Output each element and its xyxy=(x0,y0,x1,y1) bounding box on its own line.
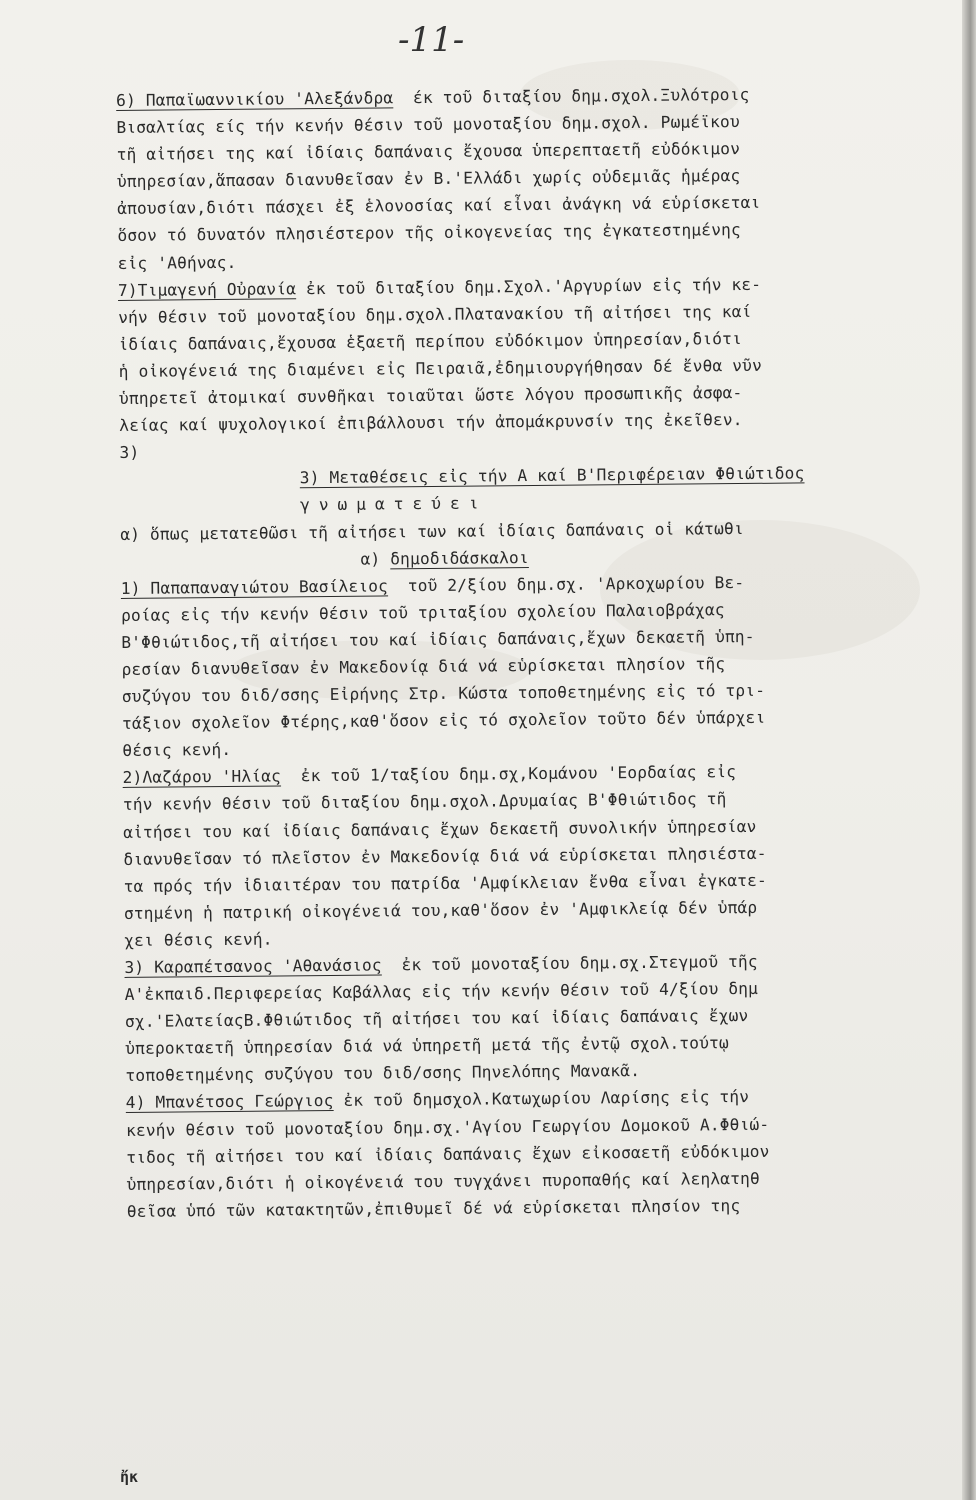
text-run: τοποθετημένης συζύγου του διδ/σσης Πηνελόπης Μανακᾶ. xyxy=(125,1061,641,1086)
text-run: α) ὅπως μετατεθῶσι τῆ αἰτήσει των καί ἰδίαις δαπάναις οἱ κάτωθι xyxy=(120,518,744,544)
page-number: -11- xyxy=(398,20,465,60)
text-run: ὑπηρεσίαν,ἅπασαν διανυθεῖσαν ἐν Β.'Ελλάδι χωρίς οὐδεμιᾶς ἡμέρας xyxy=(116,166,741,192)
margin-mark xyxy=(0,1350,10,1372)
text-run: τῆ αἰτήσει της καί ἰδίαις δαπάναις ἔχουσα ὑπερεπταετῆ εὐδόκιμον xyxy=(116,139,741,165)
text-run: εἰς 'Αθήνας. xyxy=(117,252,237,273)
underlined-heading: 6) Παπαϊωαννικίου 'Αλεξάνδρα xyxy=(116,88,394,110)
text-run: τήν κενήν θέσιν τοῦ διταξίου δημ.σχολ.Δρυμαίας Β'Φθιώτιδος τῆ xyxy=(122,789,727,815)
text-run: ρεσίαν διανυθεῖσαν ἐν Μακεδονίᾳ διά νά εὑρίσκεται πλησίον τῆς xyxy=(121,654,726,679)
text-run: θέσις κενή. xyxy=(122,740,232,761)
text-run: τοῦ 2/ξίου δημ.σχ. 'Αρκοχωρίου Βε- xyxy=(387,572,745,596)
footer-mark: ἤκ xyxy=(120,1468,139,1486)
text-run: διανυθεῖσαν τό πλεῖστον ἐν Μακεδονίᾳ διά νά εὑρίσκεται πλησιέστα- xyxy=(123,843,767,869)
text-run: ἐκ τοῦ 1/ταξίου δημ.σχ,Κομάνου 'Εορδαίας εἰς xyxy=(280,762,737,786)
text-run: σχ.'ΕλατείαςΒ.Φθιώτιδος τῆ αἰτήσει του καί ἰδίαις δαπάναις ἔχων xyxy=(124,1006,749,1032)
page-edge-shadow xyxy=(962,0,976,1500)
text-run: ὑπηρετεῖ ἀτομικαί συνθῆκαι τοιαῦται ὥστε λόγου προσωπικῆς ἀσφα- xyxy=(118,383,743,409)
text-run: ἀπουσίαν,διότι πάσχει ἐξ ἑλονοσίας καί εἶναι ἀνάγκη νά εὑρίσκεται xyxy=(117,193,761,219)
text-run: 3) xyxy=(119,443,140,463)
underlined-heading: 7)Τιμαγενή Οὐρανία xyxy=(117,278,297,300)
text-run: ἐκ τοῦ μονοταξίου δημ.σχ.Στεγμοῦ τῆς xyxy=(381,951,758,975)
underlined-heading: 1) Παπαπαναγιώτου Βασίλειος xyxy=(120,576,389,598)
text-run: α) xyxy=(360,548,391,569)
text-run: χει θέσις κενή. xyxy=(124,929,273,950)
text-run: ἐκ τοῦ διταξίου δημ.Σχολ.'Αργυρίων εἰς τήν κε- xyxy=(295,274,762,298)
underlined-heading: 3) Μεταθέσεις εἰς τήν Α καί Β'Περιφέρειαν Φθιώτιδος xyxy=(299,463,805,488)
text-run: στημένη ἡ πατρική οἰκογένειά του,καθ'ὅσον ἐν 'Αμφικλείᾳ δέν ὑπάρ xyxy=(123,897,758,923)
text-run: τάξιον σχολεῖον Φτέρης,καθ'ὅσον εἰς τό σχολεῖον τοῦτο δέν ὑπάρχει xyxy=(122,707,766,734)
text-run: τα πρός τήν ἰδιαιτέραν του πατρίδα 'Αμφίκλειαν ἔνθα εἶναι ἐγκατε- xyxy=(123,870,767,896)
text-run: νήν θέσιν τοῦ μονοταξίου δημ.σχολ.Πλατανακίου τῆ αἰτήσει της καί xyxy=(118,301,752,327)
text-run: αἰτήσει του καί ἰδίαις δαπάναις ἔχων δεκαετῆ συνολικήν ὑπηρεσίαν xyxy=(123,816,757,842)
text-run: έκ τοῦ διταξίου δημ.σχολ.Ξυλότροις xyxy=(393,84,750,108)
text-run: ροίας εἰς τήν κενήν θέσιν τοῦ τριταξίου σχολείου Παλαιοβράχας xyxy=(120,599,725,625)
text-run: θεῖσα ὑπό τῶν κατακτητῶν,ἐπιθυμεῖ δέ νά εὑρίσκεται πλησίον της xyxy=(126,1195,741,1221)
underlined-heading: 2)Λαζάρου 'Ηλίας xyxy=(122,766,282,788)
text-run: ἐκ τοῦ δημσχολ.Κατωχωρίου Λαρίσης εἰς τήν xyxy=(333,1087,750,1111)
text-run: Βισαλτίας είς τήν κενήν θέσιν τοῦ μονοταξίου δημ.σχολ. Ρωμέϊκου xyxy=(116,112,740,138)
underlined-heading: δημοδιδάσκαλοι xyxy=(390,547,529,568)
text-run: γνωματεύει xyxy=(299,493,488,515)
text-run: λείας καί ψυχολογικοί ἐπιβάλλουσι τήν ἀπομάκρυνσίν της ἐκεῖθεν. xyxy=(119,410,743,436)
text-run: ἡ οἰκογένειά της διαμένει εἰς Πειραιᾶ,ἐδημιουργήθησαν δέ ἔνθα νῦν xyxy=(118,355,763,381)
text-run: κενήν θέσιν τοῦ μονοταξίου δημ.σχ.'Αγίου Γεωργίου Δομοκοῦ Α.Φθιώ- xyxy=(125,1114,770,1140)
text-run: τιδος τῆ αἰτήσει του καί ἰδίαις δαπάναις ἔχων εἰκοσαετῆ εὐδόκιμον xyxy=(126,1141,770,1167)
underlined-heading: 4) Μπανέτσος Γεώργιος xyxy=(125,1091,334,1113)
text-run: ὑπηρεσίαν,διότι ἡ οἰκογένειά του τυγχάνει πυροπαθής καί λεηλατηθ xyxy=(126,1168,760,1194)
text-run: συζύγου του διδ/σσης Εἰρήνης Στρ. Κώστα τοποθετημένης εἰς τό τρι- xyxy=(121,680,766,707)
text-run: ὅσον τό δυνατόν πλησιέστερον τῆς οἰκογενείας της ἐγκατεστημένης xyxy=(117,220,741,246)
text-run: Α'ἐκπαιδ.Περιφερείας Καβάλλας εἰς τήν κενήν θέσιν τοῦ 4/ξίου δημ xyxy=(124,978,759,1005)
typed-body-text xyxy=(116,79,973,1225)
text-run: ἰδίαις δαπάναις,ἔχουσα ἑξαετῆ περίπου εὐδόκιμον ὑπηρεσίαν,διότι xyxy=(118,328,742,354)
underlined-heading: 3) Καραπέτσανος 'Αθανάσιος xyxy=(124,955,382,977)
text-run: Β'Φθιώτιδος,τῆ αἰτήσει του καί ἰδίαις δαπάναις,ἔχων δεκαετῆ ὑπη- xyxy=(121,626,755,652)
text-run: ὑπεροκταετῆ ὑπηρεσίαν διά νά ὑπηρετῆ μετά τῆς ἐντῷ σχολ.τούτῳ xyxy=(125,1033,729,1059)
